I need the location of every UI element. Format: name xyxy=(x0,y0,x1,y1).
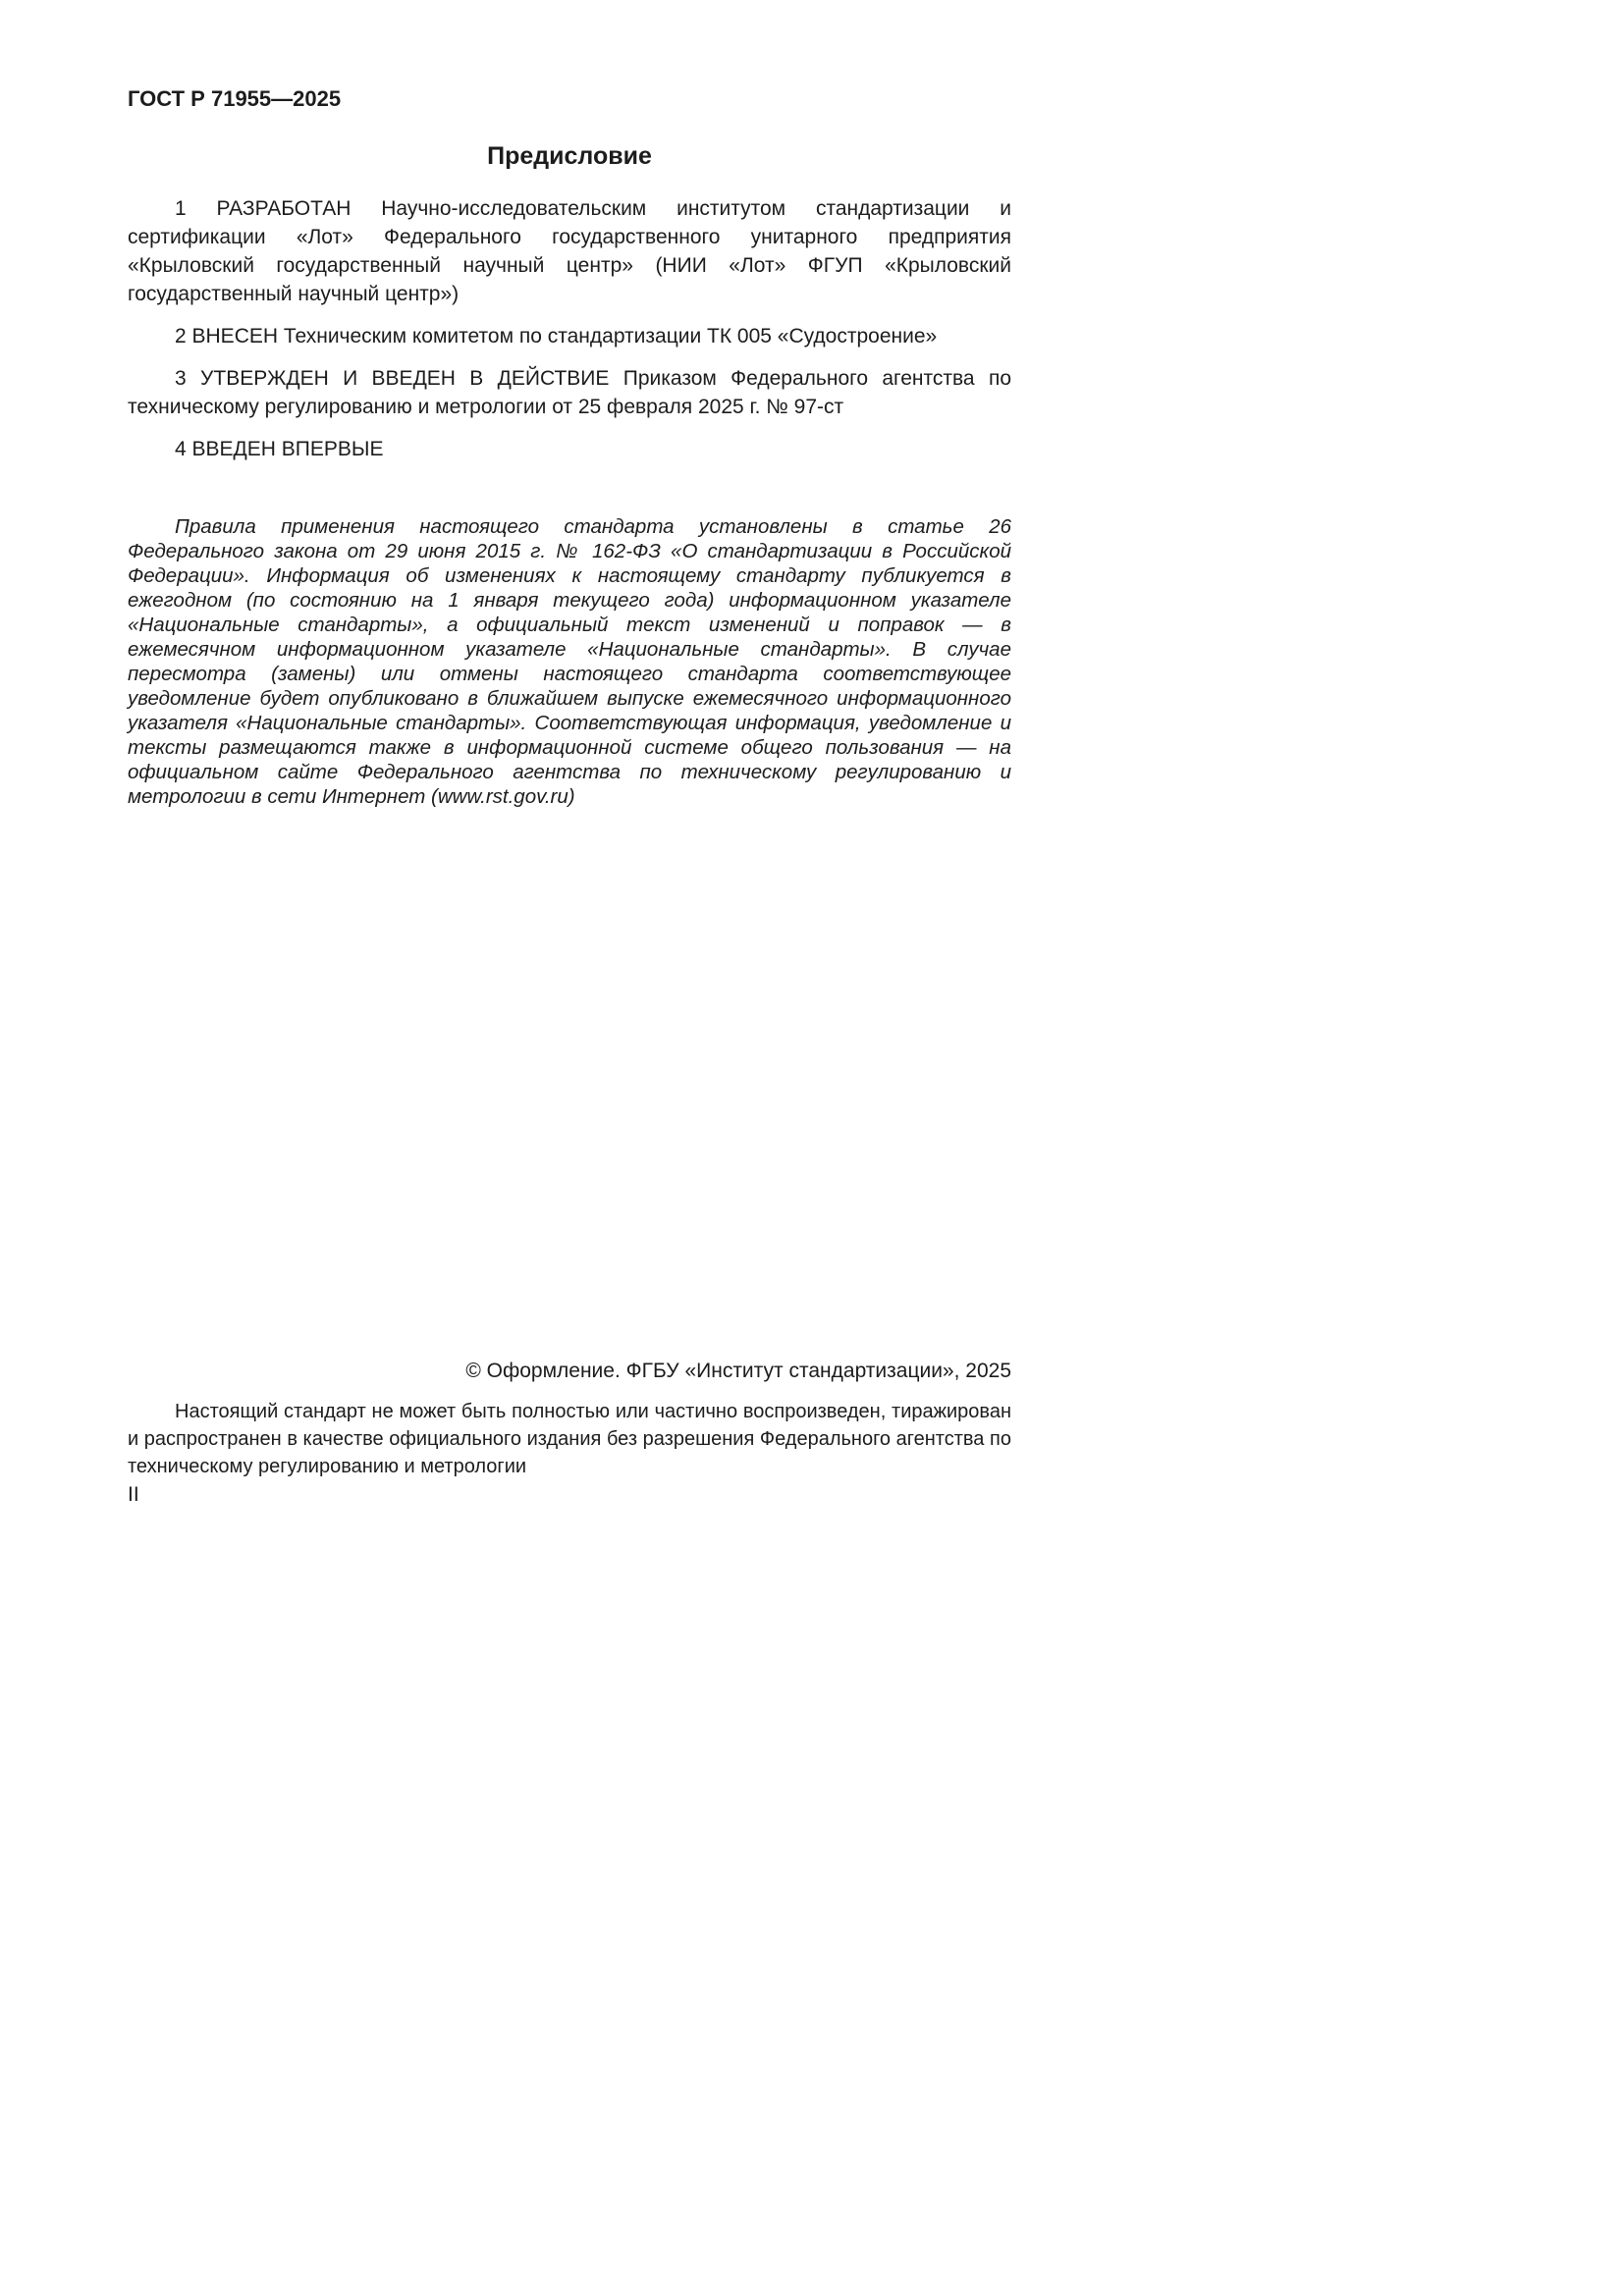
foreword-item-developed: 1 РАЗРАБОТАН Научно-исследовательским институтом стандартизации и сертификации «Лот» Федерального государственного унитарного предприятия «Крыловский государственный научный центр» (НИИ «Лот» ФГУП «Крыловский государственный научный центр») xyxy=(128,197,1011,305)
page-number: II xyxy=(128,1483,139,1506)
doc-code: ГОСТ Р 71955—2025 xyxy=(128,86,342,111)
reproduction-restriction-note: Настоящий стандарт не может быть полностью или частично воспроизведен, тиражирован и распространен в качестве официального издания без разрешения Федерального агентства по техническому регулированию и метрологии xyxy=(128,1401,1011,1477)
copyright-line: © Оформление. ФГБУ «Институт стандартизации», 2025 xyxy=(465,1360,1011,1382)
text-column xyxy=(128,86,1011,1508)
application-rules-note: Правила применения настоящего стандарта установлены в статье 26 Федерального закона от 29 июня 2015 г. № 162-ФЗ «О стандартизации в Российской Федерации». Информация об изменениях к настоящему стандарту публикуется в ежегодном (по состоянию на 1 января текущего года) информационном указателе «Национальные стандарты», а официальный текст изменений и поправок — в ежемесячном информационном указателе «Национальные стандарты». В случае пересмотра (замены) или отмены настоящего стандарта соответствующее уведомление будет опубликовано в ближайшем выпуске ежемесячного информационного указателя «Национальные стандарты». Соответствующая информация, уведомление и тексты размещаются также в информационной системе общего пользования — на официальном сайте Федерального агентства по техническому регулированию и метрологии в сети Интернет (www.rst.gov.ru) xyxy=(128,515,1011,808)
foreword-item-approved: 3 УТВЕРЖДЕН И ВВЕДЕН В ДЕЙСТВИЕ Приказом Федерального агентства по техническому регулированию и метрологии от 25 февраля 2025 г. № 97-ст xyxy=(128,367,1011,418)
page-title: Предисловие xyxy=(487,142,652,170)
foreword-item-submitted: 2 ВНЕСЕН Техническим комитетом по стандартизации ТК 005 «Судостроение» xyxy=(175,325,938,347)
foreword-item-first-edition: 4 ВВЕДЕН ВПЕРВЫЕ xyxy=(175,438,384,460)
